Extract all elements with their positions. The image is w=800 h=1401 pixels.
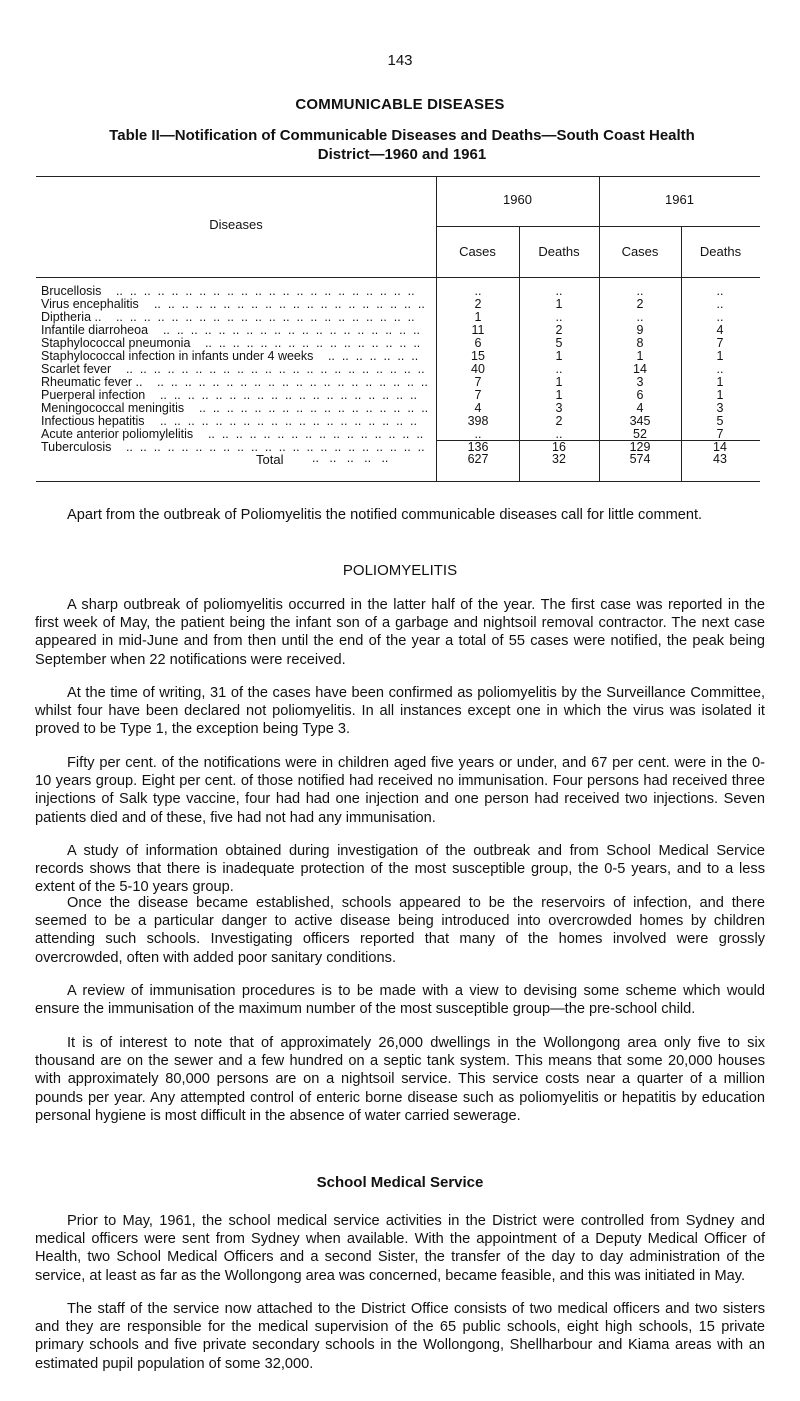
disease-name: Infantile diarroheoa <box>41 323 149 337</box>
total-label: Total <box>256 452 284 467</box>
deaths-1960-cell: .. <box>555 284 563 298</box>
school-medical-service-heading: School Medical Service <box>316 1174 484 1191</box>
deaths-1961-cell: .. <box>716 310 724 324</box>
cases-1961-cell: 1 <box>636 349 644 363</box>
deaths-1961-header: Deaths <box>699 244 742 259</box>
deaths-1961-cell: 3 <box>716 401 724 415</box>
deaths-1960-cell: .. <box>555 310 563 324</box>
disease-name: Scarlet fever <box>41 362 112 376</box>
notifications-table <box>36 176 760 482</box>
deaths-1960-cell: 1 <box>555 388 563 402</box>
cases-1961-cell: 129 <box>629 440 651 454</box>
deaths-1961-cell: .. <box>716 297 724 311</box>
polio-paragraph: At the time of writing, 31 of the cases have been confirmed as poliomyelitis by the Surveillance Committee, whilst four have been declared not poliomyelitis. In all instances except one in which the virus was isolated it proved to be Type 1, the exception being Type 3. <box>35 685 765 738</box>
cases-1960-cell: 40 <box>471 362 485 376</box>
deaths-1961-cell: 1 <box>716 388 724 402</box>
cases-1960-header: Cases <box>459 244 496 259</box>
deaths-1960-cell: .. <box>555 362 563 376</box>
header-bottom-rule <box>36 277 760 278</box>
cases-1961-cell: 3 <box>636 375 644 389</box>
disease-name: Virus encephalitis <box>41 297 139 311</box>
table-top-rule <box>36 176 760 177</box>
cases-1960-cell: 7 <box>474 388 482 402</box>
polio-paragraph: A study of information obtained during investigation of the outbreak and from School Medical Service records shows that there is inadequate protection of the most susceptible group, the 0-5 years, and to a less extent of the 5-10 years group. <box>35 843 765 896</box>
deaths-1960-cell: 1 <box>555 349 563 363</box>
leader-dots: .. .. .. .. .. .. .. .. .. .. .. .. .. .. .. .. .. .. .. <box>156 323 420 337</box>
leader-dots: .. .. .. .. .. .. .. .. .. .. .. .. .. .. .. .. .. <box>192 401 429 415</box>
deaths-1960-cell: .. <box>555 427 563 441</box>
deaths-1960-cell: 2 <box>555 323 563 337</box>
disease-name: Puerperal infection <box>41 388 146 402</box>
leader-dots: .. .. .. .. .. .. .. .. .. .. .. .. .. .. .. .. .. .. .. .. .. .. <box>119 440 425 454</box>
polio-paragraph: A review of immunisation procedures is to be made with a view to devising some scheme which would ensure the immunisation of the maximum number of the most susceptible group—the pre-school child. <box>35 983 765 1018</box>
leader-dots: .. .. .. .. .. .. .. .. .. .. .. .. .. .. .. .. <box>198 336 421 350</box>
disease-name: Rheumatic fever .. <box>41 375 143 389</box>
cases-1961-cell: 345 <box>629 414 651 428</box>
disease-name: Staphylococcal infection in infants under 4 weeks <box>41 349 314 363</box>
polio-paragraph: It is of interest to note that of approximately 26,000 dwellings in the Wollongong area only five to six thousand are on the sewer and a few hundred on a septic tank system. This means that some 20,000 houses with approximately 80,000 persons are on a nightsoil service. This service costs near a quarter of a million pounds per year. Any attempted control of enteric borne disease such as poliomyelitis or hepatitis by education personal hygiene is most difficult in the absence of water carried sewerage. <box>35 1035 765 1124</box>
deaths-1961-cell: .. <box>716 362 724 376</box>
cases-1961-cell: 2 <box>636 297 644 311</box>
cases-1960-cell: 1 <box>474 310 482 324</box>
leader-dots: .. .. .. .. .. .. .. .. .. .. .. .. .. .. .. .. .. .. .. .. <box>147 297 425 311</box>
disease-name: Acute anterior poliomylelitis <box>41 427 194 441</box>
cases-1960-cell: 6 <box>474 336 482 350</box>
cases-1961-cell: .. <box>636 284 644 298</box>
cases-1960-cell: 7 <box>474 375 482 389</box>
deaths-1960-cell: 5 <box>555 336 563 350</box>
intro-paragraph: Apart from the outbreak of Poliomyelitis the notified communicable diseases call for little comment. <box>67 507 703 523</box>
cases-1961-header: Cases <box>621 244 659 259</box>
leader-dots: .. .. .. .. .. .. .. .. .. .. .. .. .. .. .. .. .. .. .. .. <box>150 375 428 389</box>
cases-1960-cell: .. <box>474 427 482 441</box>
deaths-1961-cell: 1 <box>716 349 724 363</box>
deaths-1961-cell: 1 <box>716 375 724 389</box>
year-divider-rule <box>436 226 760 227</box>
total-deaths-1961: 43 <box>713 452 727 466</box>
leader-dots: .. .. .. .. .. .. .. <box>321 349 419 363</box>
leader-dots: .. .. .. .. .. .. .. .. .. .. .. .. .. .. .. .. .. .. .. <box>153 414 417 428</box>
disease-name: Diptheria .. <box>41 310 102 324</box>
year-1961-header: 1961 <box>665 192 694 207</box>
disease-name: Tuberculosis <box>41 440 112 454</box>
cases-1961-cell: 9 <box>636 323 644 337</box>
cases-1961-cell: 14 <box>633 362 647 376</box>
cases-1961-cell: 4 <box>636 401 644 415</box>
disease-name: Infectious hepatitis <box>41 414 145 428</box>
table-bottom-rule <box>36 481 760 482</box>
deaths-1961-cell: .. <box>716 284 724 298</box>
year-1960-header: 1960 <box>503 192 532 207</box>
total-leader-dots: .. .. .. .. .. <box>312 451 389 465</box>
table-caption-line1: Table II—Notification of Communicable Diseases and Deaths—South Coast Health <box>109 127 695 144</box>
cases-1961-cell: 8 <box>636 336 644 350</box>
deaths-1961-cell: 7 <box>716 336 724 350</box>
table-caption-line2: District—1960 and 1961 <box>317 146 487 163</box>
total-cases-1960: 627 <box>467 452 489 466</box>
cases-1960-cell: 4 <box>474 401 482 415</box>
school-paragraph: The staff of the service now attached to the District Office consists of two medical officers and two sisters and they are responsible for the medical supervision of the 65 public schools, eight high schools, 15 private primary schools and five private secondary schools in the Wollongong, Shellharbour and Kiama areas with an estimated pupil population of some 32,000. <box>35 1301 765 1372</box>
page-number: 143 <box>387 52 413 69</box>
deaths-1960-cell: 1 <box>555 297 563 311</box>
deaths-1961-cell: 5 <box>716 414 724 428</box>
cases-1961-cell: 52 <box>633 427 647 441</box>
deaths-1960-header: Deaths <box>538 244 580 259</box>
polio-paragraph: Fifty per cent. of the notifications were in children aged five years or under, and 67 per cent. were in the 0-10 years group. Eight per cent. of those notified had received no immunisation. Four persons had received three injections of Salk type vaccine, four had had one injection and one person had received two injections. Seven patients died and of these, five had not had any immunisation. <box>35 755 765 826</box>
disease-name: Staphylococcal pneumonia <box>41 336 191 350</box>
deaths-1960-cell: 1 <box>555 375 563 389</box>
total-cases-1961: 574 <box>629 452 651 466</box>
cases-1960-cell: 11 <box>471 323 485 337</box>
leader-dots: .. .. .. .. .. .. .. .. .. .. .. .. .. .. .. .. <box>201 427 424 441</box>
disease-name: Meningococcal meningitis <box>41 401 185 415</box>
deaths-1960-cell: 16 <box>552 440 566 454</box>
school-paragraph: Prior to May, 1961, the school medical service activities in the District were controlled from Sydney and medical officers were sent from Sydney when available. With the appointment of a Deputy Medical Officer of Health, two School Medical Officers and a second Sister, the transfer of the day to day administration of the service, at least as far as the Wollongong area was concerned, became feasible, and this was initiated in May. <box>35 1213 765 1284</box>
table-caption <box>34 126 770 164</box>
cases-1960-cell: 15 <box>471 349 485 363</box>
deaths-1961-cell: 4 <box>716 323 724 337</box>
deaths-1960-cell: 3 <box>555 401 563 415</box>
leader-dots: .. .. .. .. .. .. .. .. .. .. .. .. .. .. .. .. .. .. .. .. .. .. <box>109 284 415 298</box>
cases-1961-cell: .. <box>636 310 644 324</box>
cases-1960-cell: .. <box>474 284 482 298</box>
leader-dots: .. .. .. .. .. .. .. .. .. .. .. .. .. .. .. .. .. .. .. .. .. .. <box>119 362 425 376</box>
cases-1961-cell: 6 <box>636 388 644 402</box>
polio-paragraph: Once the disease became established, schools appeared to be the reservoirs of infection, and there seemed to be a particular danger to active disease being introduced into overcrowded homes by children attending such schools. Investigating officers reported that many of the homes involved were grossly overcrowded, often with added poor sanitary conditions. <box>35 895 765 966</box>
cases-1960-cell: 136 <box>467 440 489 454</box>
cases-1960-cell: 398 <box>467 414 489 428</box>
polio-heading: POLIOMYELITIS <box>342 562 458 579</box>
diseases-header: Diseases <box>209 217 263 232</box>
disease-name: Brucellosis <box>41 284 102 298</box>
leader-dots: .. .. .. .. .. .. .. .. .. .. .. .. .. .. .. .. .. .. .. .. .. .. <box>109 310 415 324</box>
total-deaths-1960: 32 <box>552 452 566 466</box>
deaths-1960-cell: 2 <box>555 414 563 428</box>
deaths-1961-cell: 7 <box>716 427 724 441</box>
page-title: COMMUNICABLE DISEASES <box>295 96 505 113</box>
leader-dots: .. .. .. .. .. .. .. .. .. .. .. .. .. .. .. .. .. .. .. <box>153 388 417 402</box>
polio-paragraph: A sharp outbreak of poliomyelitis occurred in the latter half of the year. The first case was reported in the first week of May, the patient being the infant son of a garbage and nightsoil removal contractor. The next case appeared in mid-June and from then until the end of the year a total of 55 cases were notified, the peak being September when 22 notifications were received. <box>35 597 765 668</box>
deaths-1961-cell: 14 <box>713 440 727 454</box>
cases-1960-cell: 2 <box>474 297 482 311</box>
